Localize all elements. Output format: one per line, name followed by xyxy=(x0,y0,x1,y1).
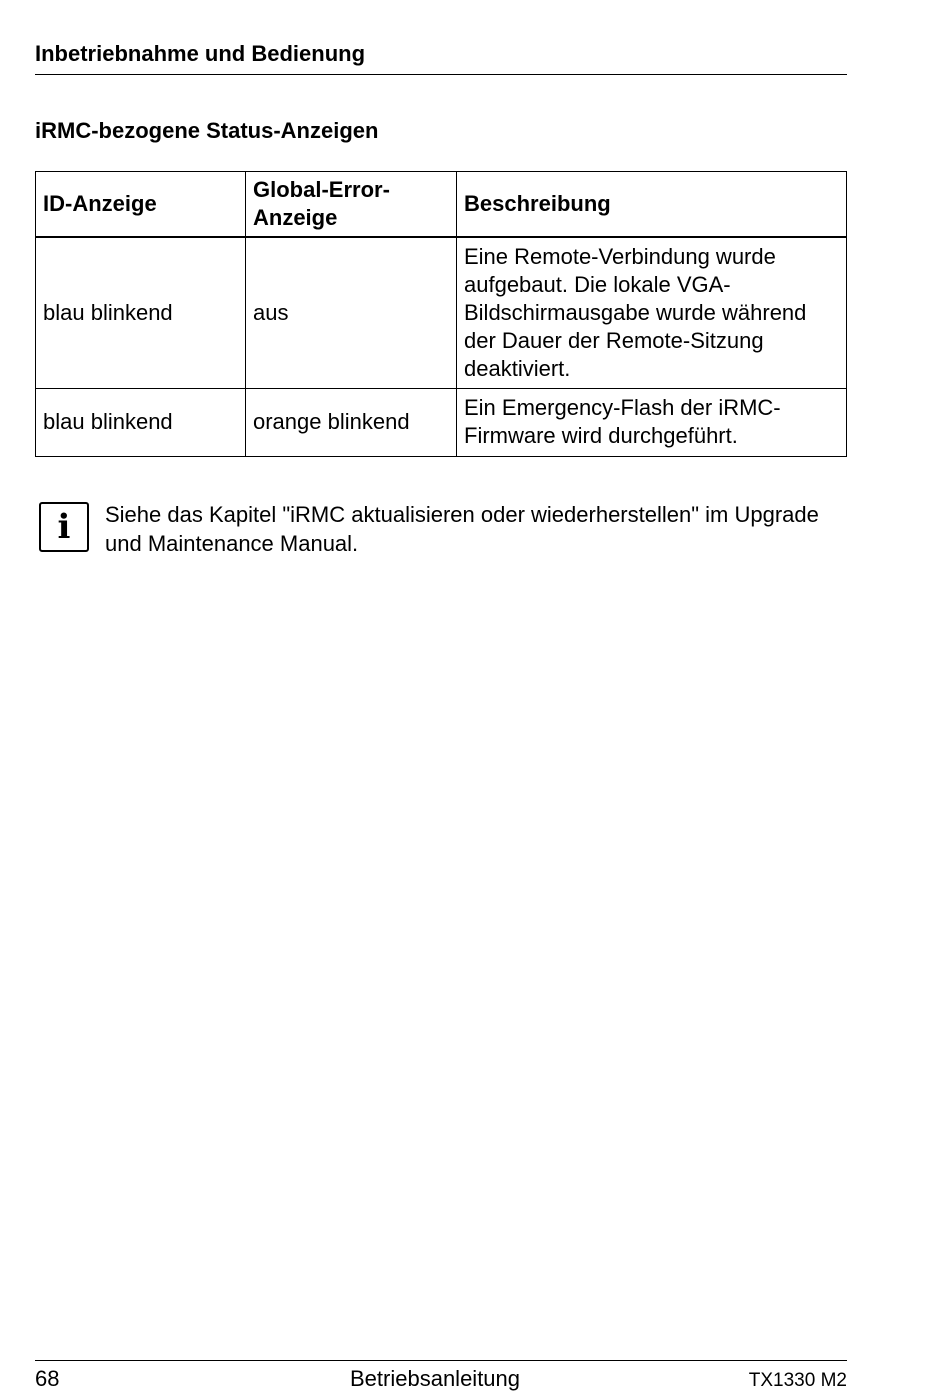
info-note-text: Siehe das Kapitel "iRMC aktualisieren oder wiederherstellen" im Upgrade und Maintenance Manual. xyxy=(105,502,819,556)
cell-id-anzeige: blau blinkend xyxy=(36,388,246,456)
section-title: iRMC-bezogene Status-Anzeigen xyxy=(35,118,379,143)
table-row xyxy=(36,388,847,456)
info-icon: i xyxy=(39,502,89,552)
column-header-global-error xyxy=(246,172,457,238)
page-header xyxy=(35,38,847,75)
table-header-row xyxy=(36,172,847,238)
info-note xyxy=(39,500,819,558)
column-header-beschreibung: Beschreibung xyxy=(457,172,847,238)
column-header-id-anzeige: ID-Anzeige xyxy=(36,172,246,238)
cell-global-error: orange blinkend xyxy=(246,388,457,456)
chapter-title: Inbetriebnahme und Bedienung xyxy=(35,41,366,66)
cell-beschreibung: Ein Emergency-Flash der iRMC-Firmware wird durchgeführt. xyxy=(457,388,847,456)
table-row xyxy=(36,237,847,388)
page-footer xyxy=(35,1360,847,1394)
cell-id-anzeige: blau blinkend xyxy=(36,237,246,388)
cell-beschreibung: Eine Remote-Verbindung wurde aufgebaut. Die lokale VGA-Bildschirmausgabe wurde während der Dauer der Remote-Sitzung deaktiviert. xyxy=(457,237,847,388)
document-type: Betriebsanleitung xyxy=(350,1366,521,1391)
column-header-global-error-text: Global-Error- Anzeige xyxy=(253,177,390,230)
cell-global-error: aus xyxy=(246,237,457,388)
status-table xyxy=(35,171,847,457)
page-number: 68 xyxy=(35,1366,60,1391)
product-name: TX1330 M2 xyxy=(748,1370,847,1391)
